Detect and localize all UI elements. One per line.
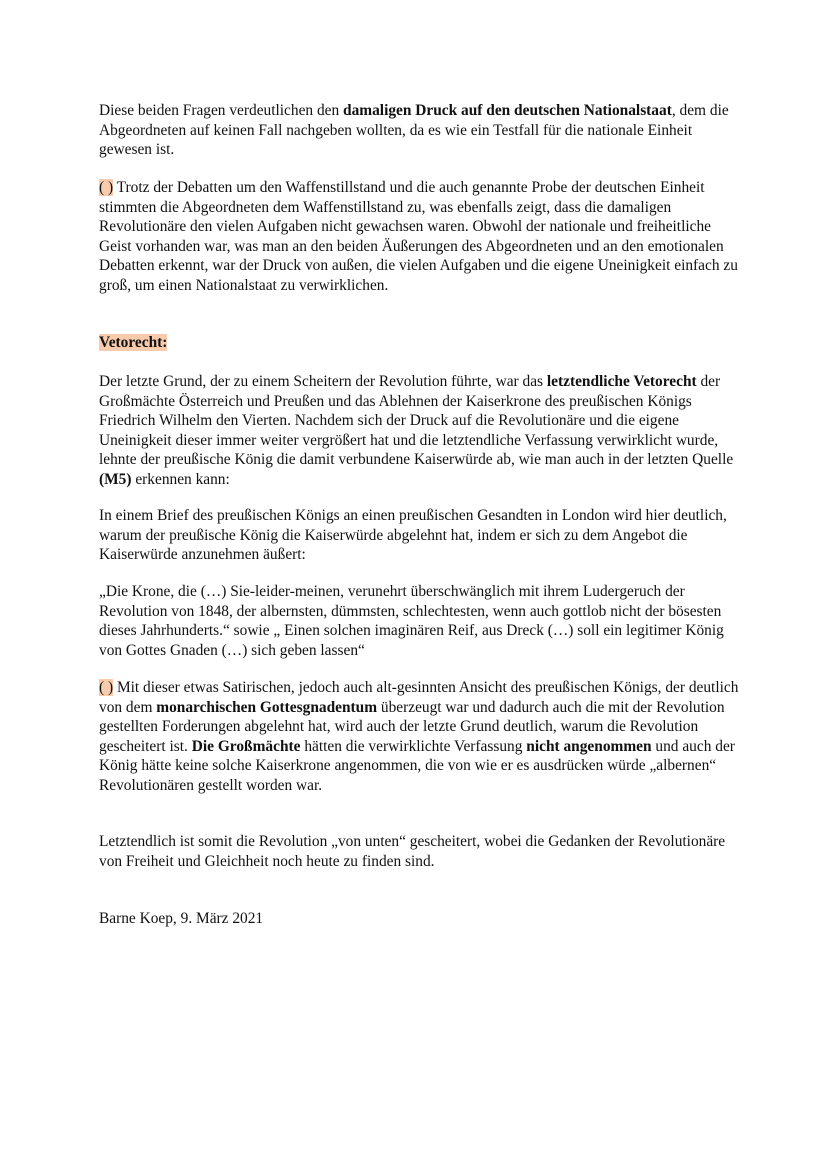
text-run: Letztendlich ist somit die Revolution „von unten“ gescheitert, wobei die Gedanken der Revolutionäre von Freiheit und Gleichheit noch heute zu finden sind. — [99, 833, 726, 870]
highlight-marker: Vetorecht: — [99, 334, 168, 351]
text-run: Mit dieser etwas Satirischen, jedoch auch alt-gesinnten Ansicht des preußischen Königs, der deutlich von dem — [99, 679, 739, 716]
bold-text-run: nicht angenommen — [526, 737, 652, 755]
text-run: Barne Koep, 9. März 2021 — [99, 910, 264, 927]
paragraph-vetorecht-grund — [99, 372, 739, 490]
bold-text-run: Die Großmächte — [191, 737, 301, 755]
highlight-marker: ( ) — [99, 179, 114, 196]
text-run: Der letzte Grund, der zu einem Scheitern der Revolution führte, war das — [99, 373, 547, 390]
text-run: „Die Krone, die (…) Sie-leider-meinen, verunehrt überschwänglich mit ihrem Ludergeruch der Revolution von 1848, der albernsten, dümmsten, schlechtesten, wenn auch gottlob nicht der bösesten dieses Jahrhunderts.“ sowie „ Einen solchen imaginären Reif, aus Dreck (…) soll ein legitimer König von Gottes Gnaden (…) sich geben lassen“ — [99, 583, 724, 659]
paragraph-brief-koenig — [99, 506, 739, 565]
text-run: erkennen kann: — [131, 470, 230, 488]
paragraph-quote-krone — [99, 582, 739, 660]
text-run: In einem Brief des preußischen Königs an einen preußischen Gesandten in London wird hier deutlich, warum der preußische König die Kaiserwürde abgelehnt hat, indem er sich zu dem Angebot die Kaiserwürde anzunehmen äußert: — [99, 507, 727, 564]
text-run: Diese beiden Fragen verdeutlichen den — [99, 102, 344, 119]
bold-text-run: (M5) — [99, 470, 132, 488]
text-run: , dem die Abgeordneten auf keinen Fall nachgeben wollten, da es wie ein Testfall für die nationale Einheit gewesen ist. — [99, 102, 729, 159]
author-signature — [99, 909, 739, 929]
bold-text-run: damaligen Druck auf den deutschen Nationalstaat — [343, 102, 672, 119]
paragraph-conclusion — [99, 832, 739, 871]
text-run: Trotz der Debatten um den Waffenstillstand und die auch genannte Probe der deutschen Einheit stimmten die Abgeordneten dem Waffenstillstand zu, was ebenfalls zeigt, dass die damaligen Revolutionäre den vielen Aufgaben nicht gewachsen waren. Obwohl der nationale und freiheitliche Geist vorhanden war, was man an den beiden Äußerungen des Abgeordneten und an den emotionalen Debatten erkennt, war der Druck von außen, die vielen Aufgaben und die eigene Uneinigkeit einfach zu groß, um einen Nationalstaat zu verwirklichen. — [99, 179, 738, 294]
section-heading-vetorecht — [99, 333, 739, 353]
text-run: der Großmächte Österreich und Preußen und das Ablehnen der Kaiserkrone des preußischen Königs Friedrich Wilhelm den Vierten. Nachdem sich der Druck auf die Revolutionäre und die eigene Uneinigkeit dieser immer weiter vergrößert hat und die letztendliche Verfassung verwirklicht wurde, lehnte der preußische König die damit verbundene Kaiserwürde ab, wie man auch in der letzten Quelle — [99, 373, 734, 469]
bold-text-run: monarchischen Gottesgnadentum — [156, 698, 378, 716]
text-run: überzeugt war und dadurch auch die mit der Revolution gestellten Forderungen abgelehnt hat, wird auch der letzte Grund deutlich, warum die Revolution gescheitert ist. — [99, 698, 725, 755]
paragraph-gottesgnadentum — [99, 678, 739, 796]
paragraph-pressure-nationalstaat — [99, 101, 739, 160]
text-run: und auch der König hätte keine solche Kaiserkrone angenommen, die von wie er es ausdrücken würde „albernen“ Revolutionären gestellt worden war. — [99, 737, 735, 794]
paragraph-waffenstillstand — [99, 178, 739, 296]
bold-text-run: letztendliche Vetorecht — [546, 373, 697, 390]
highlight-marker: ( ) — [99, 679, 114, 696]
text-run: hätten die verwirklichte Verfassung — [300, 737, 527, 755]
